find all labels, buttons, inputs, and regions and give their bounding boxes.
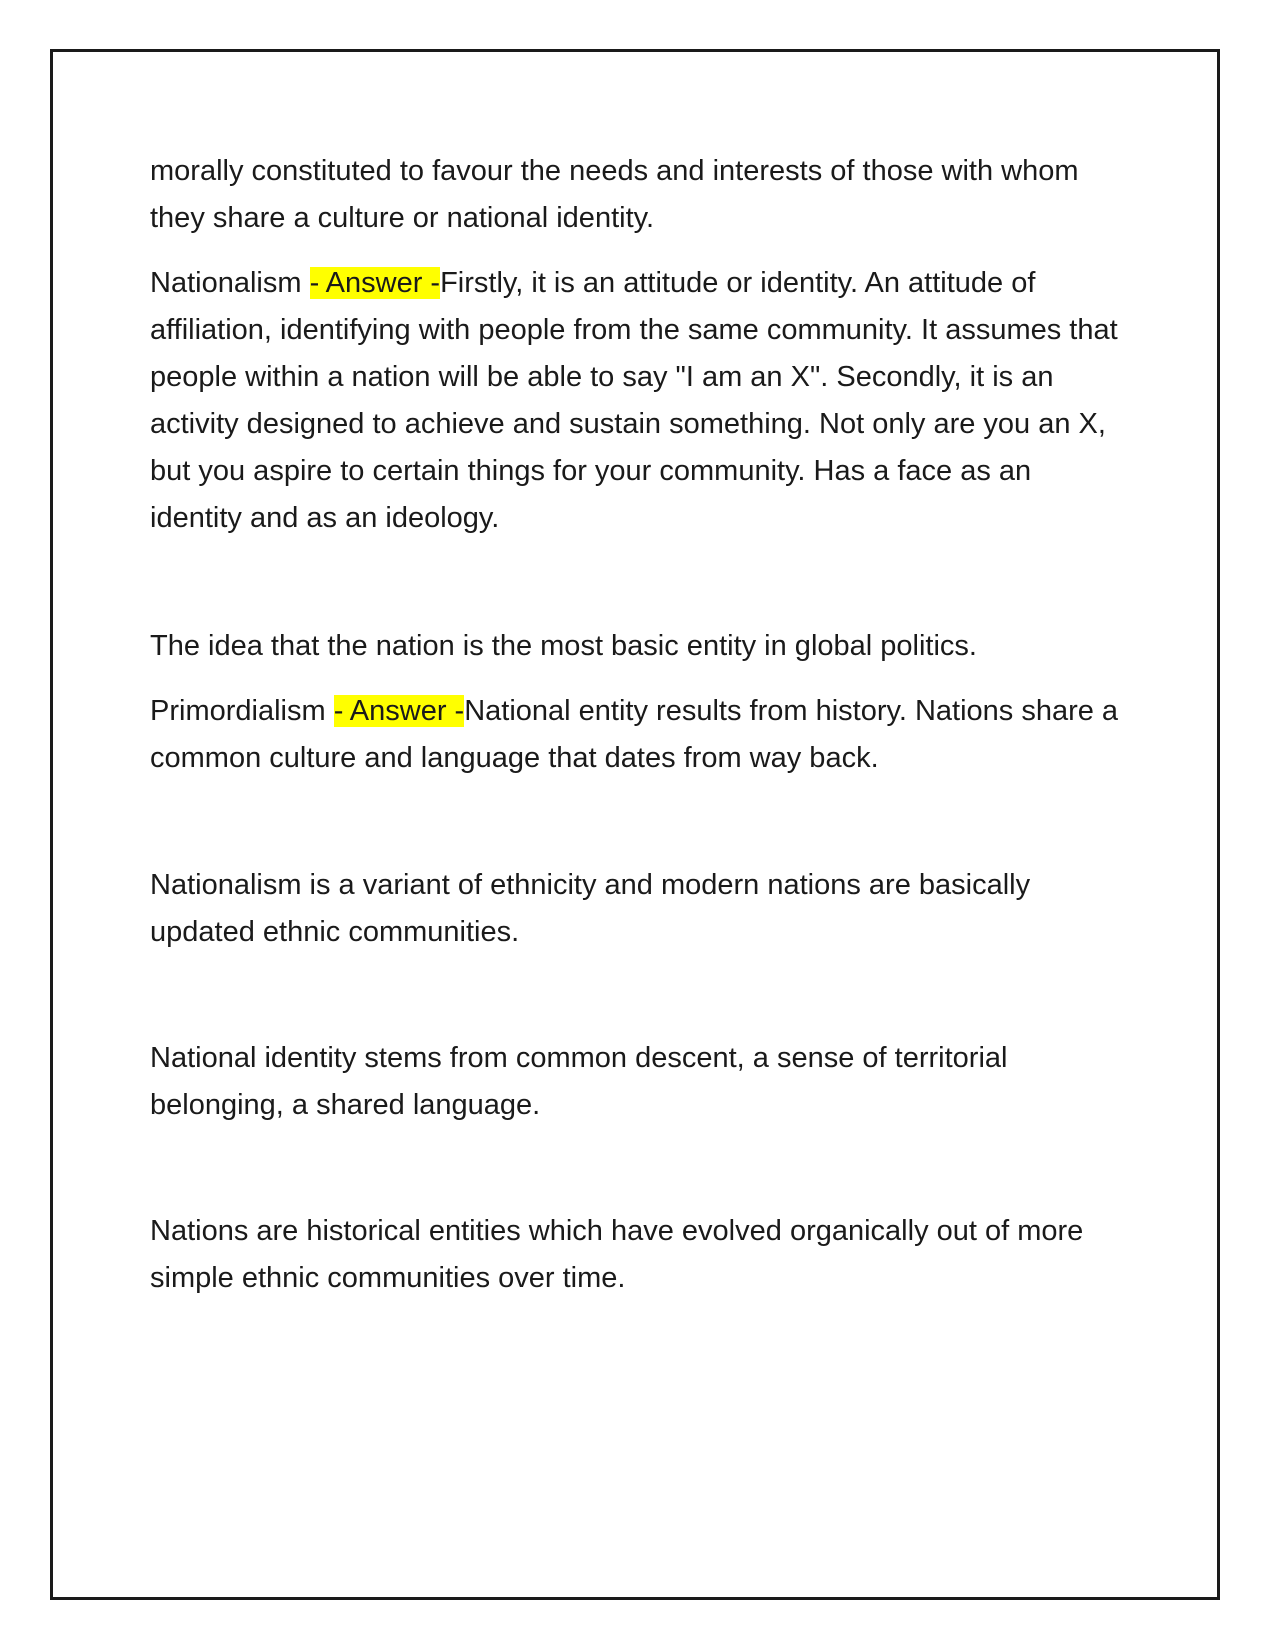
paragraph-continuation: morally constituted to favour the needs and interests of those with whom they share a culture or national identity.: [150, 155, 1079, 234]
paragraph-ethnicity: Nationalism is a variant of ethnicity and modern nations are basically updated ethnic communities.: [150, 869, 1031, 948]
paragraph-national-identity: National identity stems from common descent, a sense of territorial belonging, a shared language.: [150, 1042, 1008, 1121]
answer-text: National entity results from history. Nations share a common culture and language that dates from way back.: [150, 695, 1119, 774]
term-label: Primordialism: [150, 695, 334, 727]
answer-text: Firstly, it is an attitude or identity. An attitude of affiliation, identifying with people from the same community. It assumes that people within a nation will be able to say "I am an X". Secondly, it is an activity designed to achieve and sustain something. Not only are you an X, but you aspire to certain things for your community. Has a face as an identity and as an ideology.: [150, 267, 1118, 534]
qa-nationalism: [150, 260, 1130, 542]
document-content: [150, 148, 1130, 1302]
answer-marker-highlight: - Answer -: [309, 267, 441, 299]
paragraph-definition: The idea that the nation is the most basic entity in global politics.: [150, 630, 977, 662]
term-label: Nationalism: [150, 267, 310, 299]
qa-primordialism: [150, 688, 1130, 782]
answer-marker-highlight: - Answer -: [333, 695, 465, 727]
paragraph-historical-entities: Nations are historical entities which have evolved organically out of more simple ethnic communities over time.: [150, 1215, 1084, 1294]
